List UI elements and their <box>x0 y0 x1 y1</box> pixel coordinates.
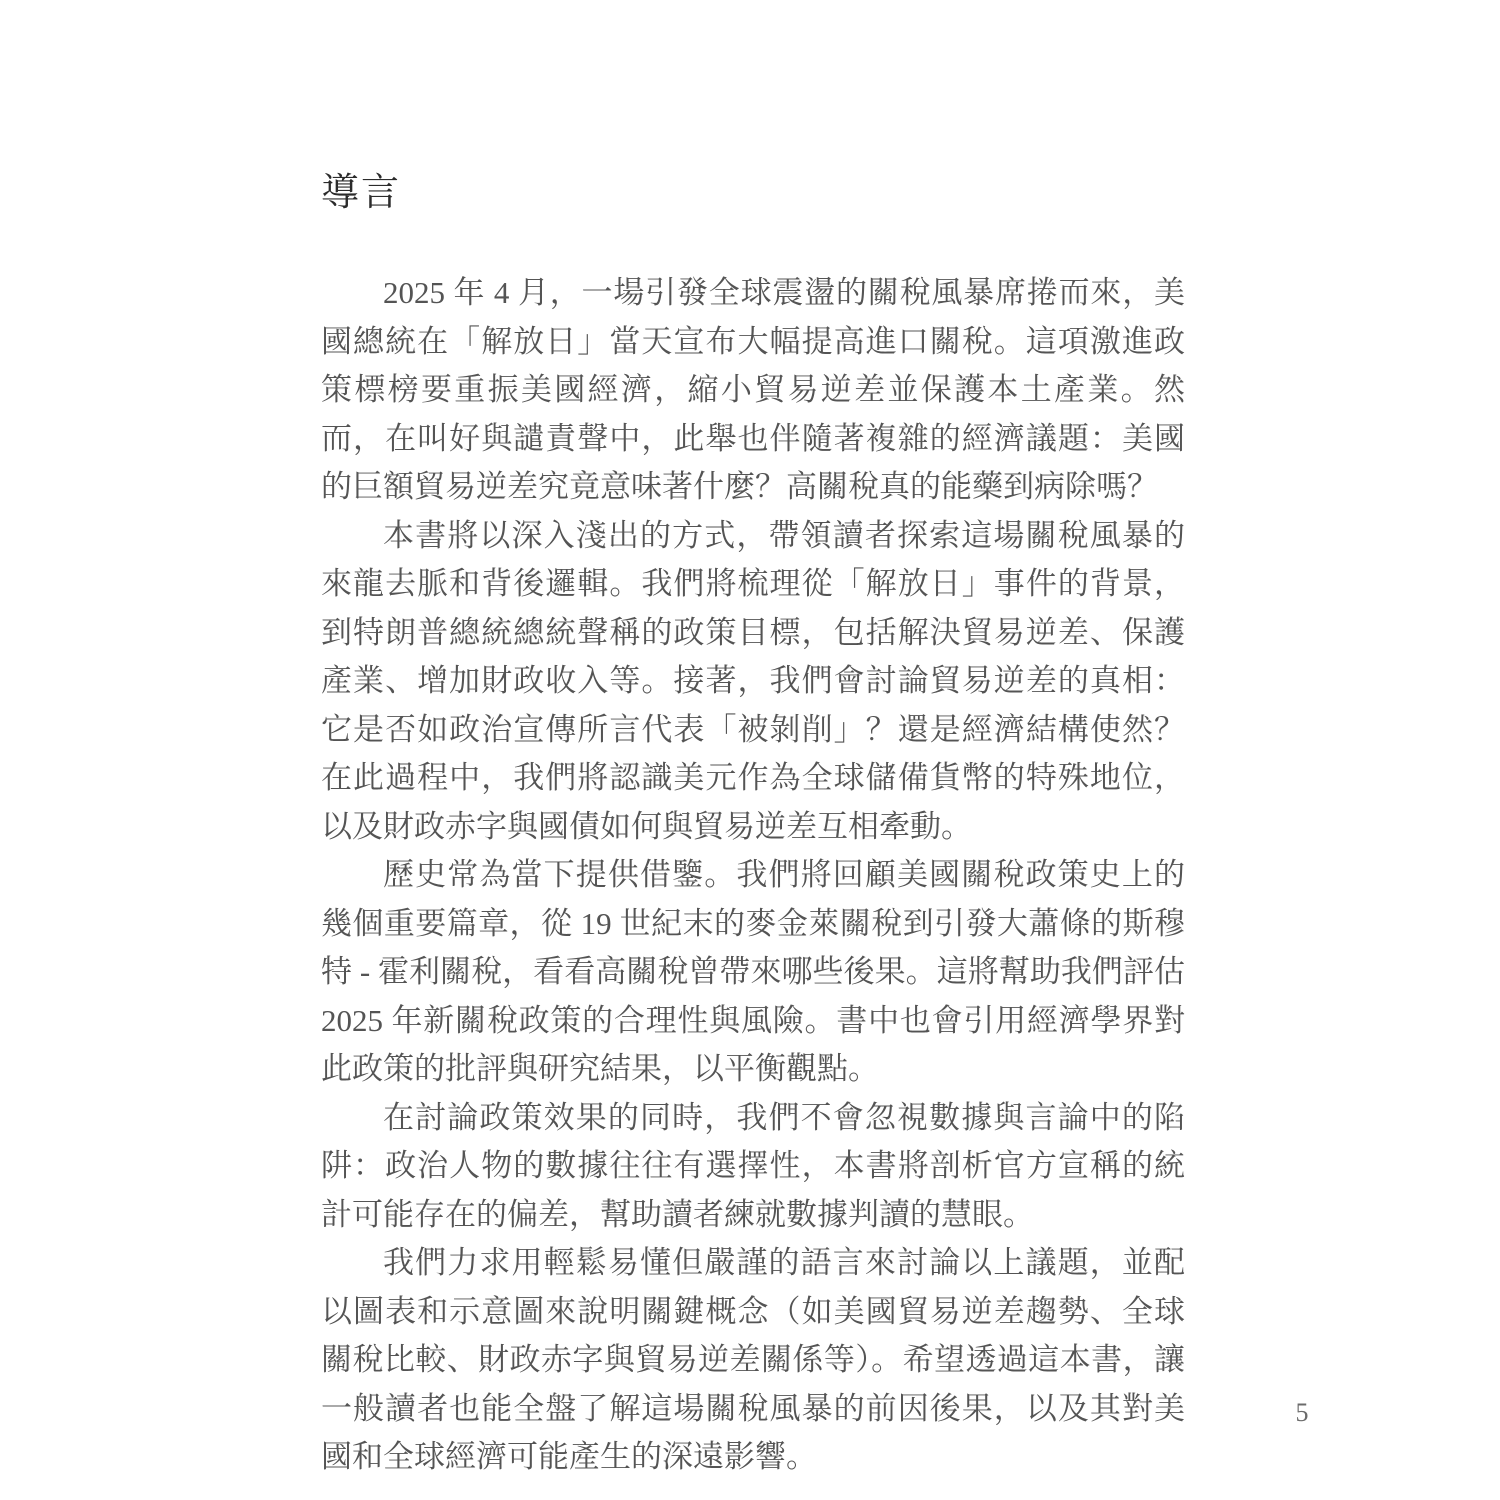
body-text <box>321 269 1185 1482</box>
paragraph: 2025 年 4 月，一場引發全球震盪的關稅風暴席捲而來，美國總統在「解放日」當天宣布大幅提高進口關稅。這項激進政策標榜要重振美國經濟，縮小貿易逆差並保護本土產業。然而，在叫好與譴責聲中，此舉也伴隨著複雜的經濟議題：美國的巨額貿易逆差究竟意味著什麼？高關稅真的能藥到病除嗎？ <box>321 275 1185 504</box>
paragraph: 在討論政策效果的同時，我們不會忽視數據與言論中的陷阱：政治人物的數據往往有選擇性，本書將剖析官方宣稱的統計可能存在的偏差，幫助讀者練就數據判讀的慧眼。 <box>321 1099 1185 1232</box>
paragraph: 我們力求用輕鬆易懂但嚴謹的語言來討論以上議題，並配以圖表和示意圖來說明關鍵概念（如美國貿易逆差趨勢、全球關稅比較、財政赤字與貿易逆差關係等）。希望透過這本書，讓一般讀者也能全盤了解這場關稅風暴的前因後果，以及其對美國和全球經濟可能產生的深遠影響。 <box>321 1245 1185 1474</box>
page-title: 導言 <box>321 172 402 214</box>
paragraph: 歷史常為當下提供借鑒。我們將回顧美國關稅政策史上的幾個重要篇章，從 19 世紀末的麥金萊關稅到引發大蕭條的斯穆特 - 霍利關稅，看看高關稅曾帶來哪些後果。這將幫助我們評估 2025 年新關稅政策的合理性與風險。書中也會引用經濟學界對此政策的批評與研究結果，以平衡觀點。 <box>321 857 1185 1086</box>
paragraph: 本書將以深入淺出的方式，帶領讀者探索這場關稅風暴的來龍去脈和背後邏輯。我們將梳理從「解放日」事件的背景，到特朗普總統總統聲稱的政策目標，包括解決貿易逆差、保護產業、增加財政收入等。接著，我們會討論貿易逆差的真相：它是否如政治宣傳所言代表「被剝削」？還是經濟結構使然？在此過程中，我們將認識美元作為全球儲備貨幣的特殊地位，以及財政赤字與國債如何與貿易逆差互相牽動。 <box>321 517 1185 844</box>
text-block <box>321 170 1185 1482</box>
page-number: 5 <box>1295 1398 1309 1427</box>
